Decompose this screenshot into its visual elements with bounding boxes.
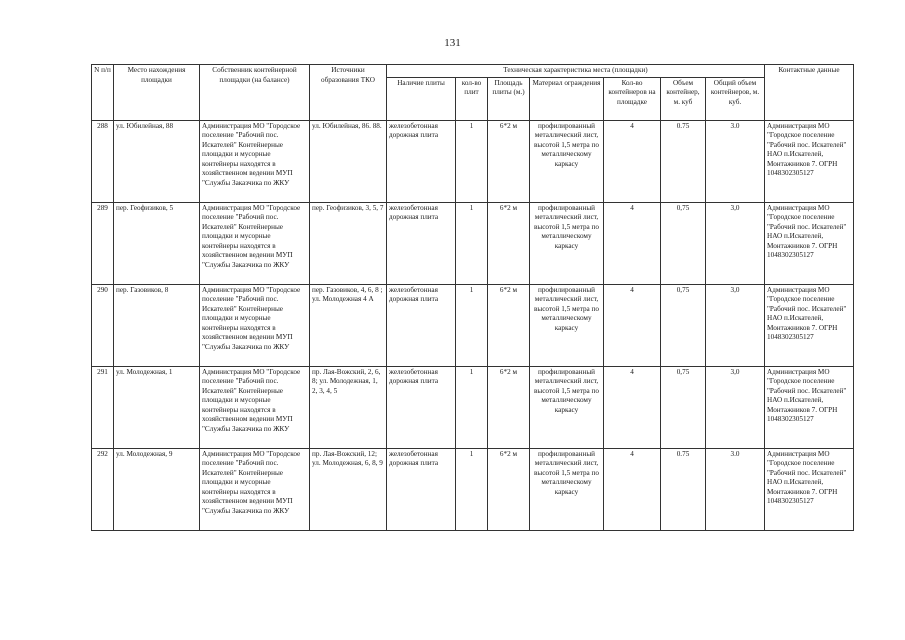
cell-container-count: 4 xyxy=(604,284,661,366)
cell-container-volume: 0,75 xyxy=(661,366,706,448)
header-slab: Наличие плиты xyxy=(387,77,456,120)
cell-slab-count: 1 xyxy=(456,120,488,202)
cell-slab-count: 1 xyxy=(456,284,488,366)
cell-sources: пр. Лая-Вожский, 2, 6, 8; ул. Молодежная, 1, 2, 3, 4, 5 xyxy=(310,366,387,448)
header-total-volume: Общий объем контейнеров, м. куб. xyxy=(706,77,765,120)
cell-sources: пр. Лая-Вожский, 12; ул. Молодежная, 6, 8, 9 xyxy=(310,448,387,530)
cell-fence-material: профилированный металлический лист, высотой 1,5 метра по металлическому каркасу xyxy=(530,202,604,284)
cell-slab: железобетонная дорожная плита xyxy=(387,120,456,202)
table-row xyxy=(92,366,854,448)
cell-contacts: Администрация МО "Городское поселение "Рабочий пос. Искателей" НАО п.Искателей, Монтажников 7. ОГРН 1048302305127 xyxy=(765,366,854,448)
table-row xyxy=(92,448,854,530)
cell-sources: ул. Юбилейная, 86. 88. xyxy=(310,120,387,202)
cell-container-volume: 0,75 xyxy=(661,202,706,284)
cell-owner: Администрация МО "Городское поселение "Рабочий пос. Искателей" Контейнерные площадки и мусорные контейнеры находятся в хозяйственном ведении МУП "Службы Заказчика по ЖКУ xyxy=(200,202,310,284)
cell-location: пер. Газовиков, 8 xyxy=(114,284,200,366)
cell-container-count: 4 xyxy=(604,448,661,530)
cell-container-count: 4 xyxy=(604,366,661,448)
cell-total-volume: 3.0 xyxy=(706,120,765,202)
cell-slab: железобетонная дорожная плита xyxy=(387,284,456,366)
cell-container-volume: 0.75 xyxy=(661,448,706,530)
cell-total-volume: 3,0 xyxy=(706,284,765,366)
cell-container-volume: 0,75 xyxy=(661,284,706,366)
cell-owner: Администрация МО "Городское поселение "Рабочий пос. Искателей" Контейнерные площадки и мусорные контейнеры находятся в хозяйственном ведении МУП "Службы Заказчика по ЖКУ xyxy=(200,284,310,366)
cell-slab: железобетонная дорожная плита xyxy=(387,366,456,448)
cell-slab-count: 1 xyxy=(456,202,488,284)
cell-slab-area: 6*2 м xyxy=(488,366,530,448)
cell-fence-material: профилированный металлический лист, высотой 1,5 метра по металлическому каркасу xyxy=(530,448,604,530)
cell-contacts: Администрация МО "Городское поселение "Рабочий пос. Искателей" НАО п.Искателей, Монтажников 7. ОГРН 1048302305127 xyxy=(765,284,854,366)
cell-sources: пер. Геофизиков, 3, 5, 7 xyxy=(310,202,387,284)
cell-number: 288 xyxy=(92,120,114,202)
cell-contacts: Администрация МО "Городское поселение "Рабочий пос. Искателей" НАО п.Искателей, Монтажников 7. ОГРН 1048302305127 xyxy=(765,120,854,202)
cell-sources: пер. Газовиков, 4, 6, 8 ; ул. Молодежная 4 А xyxy=(310,284,387,366)
cell-number: 290 xyxy=(92,284,114,366)
header-container-volume: Объем контейнер, м. куб xyxy=(661,77,706,120)
cell-number: 291 xyxy=(92,366,114,448)
table-row xyxy=(92,202,854,284)
cell-total-volume: 3,0 xyxy=(706,202,765,284)
cell-number: 292 xyxy=(92,448,114,530)
cell-location: пер. Геофизиков, 5 xyxy=(114,202,200,284)
header-owner: Собственник контейнерной площадки (на балансе) xyxy=(200,65,310,121)
cell-total-volume: 3.0 xyxy=(706,448,765,530)
cell-slab-area: 6*2 м xyxy=(488,284,530,366)
header-location: Место нахождения площадки xyxy=(114,65,200,121)
header-sources: Источники образования ТКО xyxy=(310,65,387,121)
cell-slab-area: 6*2 м xyxy=(488,120,530,202)
cell-slab-count: 1 xyxy=(456,366,488,448)
cell-number: 289 xyxy=(92,202,114,284)
header-technical-characteristics: Техническая характеристика места (площадки) xyxy=(387,65,765,78)
table-row xyxy=(92,120,854,202)
cell-slab-area: 6*2 м xyxy=(488,202,530,284)
cell-location: ул. Юбилейная, 88 xyxy=(114,120,200,202)
cell-owner: Администрация МО "Городское поселение "Рабочий пос. Искателей" Контейнерные площадки и мусорные контейнеры находятся в хозяйственном ведении МУП "Службы Заказчика по ЖКУ xyxy=(200,448,310,530)
cell-total-volume: 3,0 xyxy=(706,366,765,448)
header-number: N п/п xyxy=(92,65,114,121)
cell-slab-area: 6*2 м xyxy=(488,448,530,530)
cell-fence-material: профилированный металлический лист, высотой 1,5 метра по металлическому каркасу xyxy=(530,120,604,202)
header-slab-count: кол-во плит xyxy=(456,77,488,120)
cell-slab-count: 1 xyxy=(456,448,488,530)
cell-container-volume: 0.75 xyxy=(661,120,706,202)
header-slab-area: Площадь плиты (м.) xyxy=(488,77,530,120)
cell-location: ул. Молодежная, 1 xyxy=(114,366,200,448)
table-row xyxy=(92,284,854,366)
cell-location: ул. Молодежная, 9 xyxy=(114,448,200,530)
page-number: 131 xyxy=(444,37,461,49)
header-fence-material: Материал ограждения xyxy=(530,77,604,120)
cell-fence-material: профилированный металлический лист, высотой 1,5 метра по металлическому каркасу xyxy=(530,284,604,366)
cell-slab: железобетонная дорожная плита xyxy=(387,448,456,530)
cell-contacts: Администрация МО "Городское поселение "Рабочий пос. Искателей" НАО п.Искателей, Монтажников 7. ОГРН 1048302305127 xyxy=(765,202,854,284)
header-container-count: Кол-во контейнеров на площадке xyxy=(604,77,661,120)
header-contacts: Контактные данные xyxy=(765,65,854,121)
cell-slab: железобетонная дорожная плита xyxy=(387,202,456,284)
cell-fence-material: профилированный металлический лист, высотой 1,5 метра по металлическому каркасу xyxy=(530,366,604,448)
cell-owner: Администрация МО "Городское поселение "Рабочий пос. Искателей" Контейнерные площадки и мусорные контейнеры находятся в хозяйственном ведении МУП "Службы Заказчика по ЖКУ xyxy=(200,120,310,202)
cell-contacts: Администрация МО "Городское поселение "Рабочий пос. Искателей" НАО п.Искателей, Монтажников 7. ОГРН 1048302305127 xyxy=(765,448,854,530)
cell-container-count: 4 xyxy=(604,120,661,202)
cell-container-count: 4 xyxy=(604,202,661,284)
cell-owner: Администрация МО "Городское поселение "Рабочий пос. Искателей" Контейнерные площадки и мусорные контейнеры находятся в хозяйственном ведении МУП "Службы Заказчика по ЖКУ xyxy=(200,366,310,448)
container-sites-table xyxy=(91,64,854,531)
